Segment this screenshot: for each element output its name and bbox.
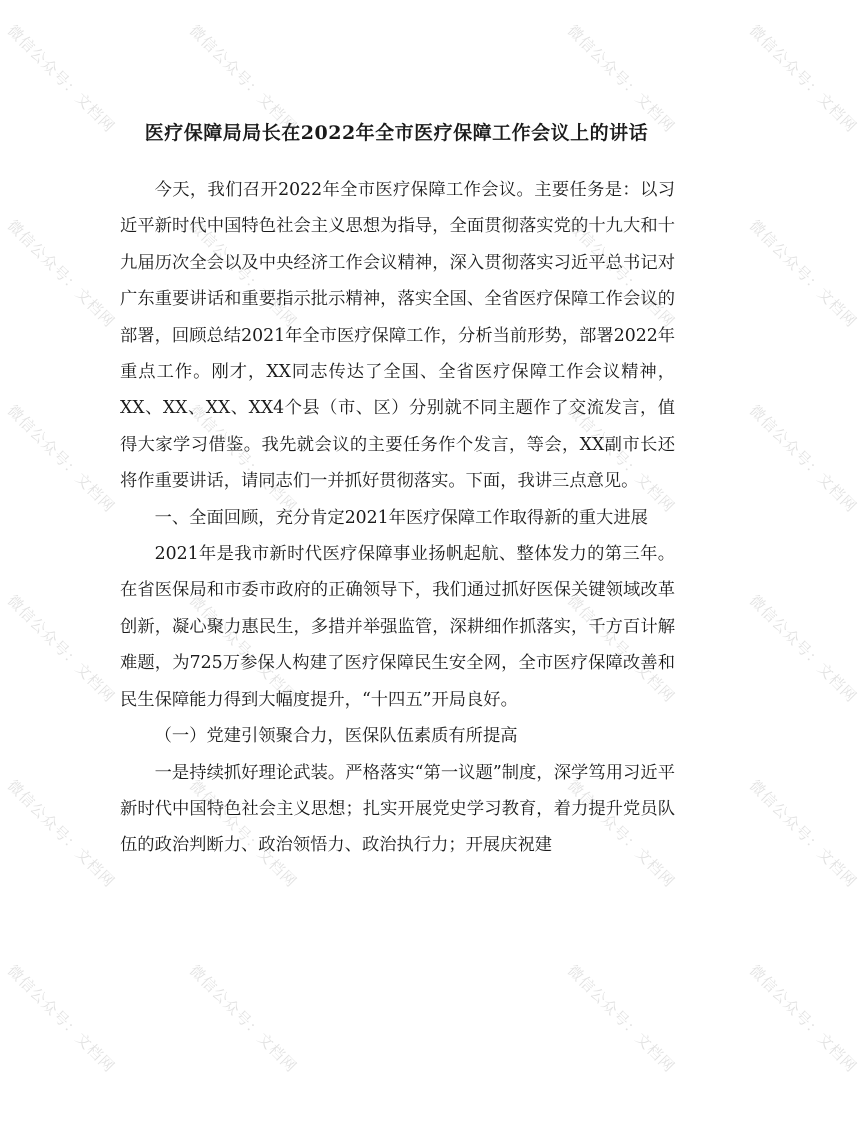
paragraph-intro: 今天，我们召开2022年全市医疗保障工作会议。主要任务是：以习近平新时代中国特色社会主义思想为指导，全面贯彻落实党的十九大和十九届历次全会以及中央经济工作会议精神，深入贯彻落实习近平总书记对广东重要讲话和重要指示批示精神，落实全国、全省医疗保障工作会议的部署，回顾总结2021年全市医疗保障工作，分析当前形势，部署2022年重点工作。刚才，XX同志传达了全国、全省医疗保障工作会议精神，XX、XX、XX、XX4个县（市、区）分别就不同主题作了交流发言，值得大家学习借鉴。我先就会议的主要任务作个发言，等会，XX副市长还将作重要讲话，请同志们一并抓好贯彻落实。下面，我讲三点意见。: [120, 180, 675, 492]
watermark: 微信公众号：文档网: [185, 776, 301, 891]
watermark: 微信公众号：文档网: [745, 591, 861, 706]
watermark: 微信公众号：文档网: [563, 776, 679, 891]
watermark: 微信公众号：文档网: [563, 216, 679, 331]
watermark: 微信公众号：文档网: [3, 776, 119, 891]
document-title: 医疗保障局局长在2022年全市医疗保障工作会议上的讲话: [144, 122, 649, 144]
watermark: 微信公众号：文档网: [3, 216, 119, 331]
watermark: 微信公众号：文档网: [3, 591, 119, 706]
subsection-heading-1: （一）党建引领聚合力，医保队伍素质有所提高: [154, 726, 518, 747]
watermark: 微信公众号：文档网: [185, 401, 301, 516]
watermark: 微信公众号：文档网: [3, 961, 119, 1076]
section-heading-1: 一、全面回顾，充分肯定2021年医疗保障工作取得新的重大进展: [154, 507, 648, 528]
paragraph-review: 2021年是我市新时代医疗保障事业扬帆起航、整体发力的第三年。在省医保局和市委市政府的正确领导下，我们通过抓好医保关键领域改革创新，凝心聚力惠民生，多措并举强监管，深耕细作抓落实，千方百计解难题，为725万参保人构建了医疗保障民生安全网，全市医疗保障改善和民生保障能力得到大幅度提升，“十四五”开局良好。: [120, 544, 675, 710]
watermark: 微信公众号：文档网: [3, 21, 119, 136]
watermark: 微信公众号：文档网: [745, 776, 861, 891]
watermark: 微信公众号：文档网: [185, 591, 301, 706]
watermark: 微信公众号：文档网: [745, 216, 861, 331]
watermark: 微信公众号：文档网: [185, 21, 301, 136]
document-body: [120, 172, 675, 864]
watermark: 微信公众号：文档网: [745, 401, 861, 516]
watermark: 微信公众号：文档网: [563, 961, 679, 1076]
watermark: 微信公众号：文档网: [745, 961, 861, 1076]
watermark: 微信公众号：文档网: [185, 961, 301, 1076]
watermark: 微信公众号：文档网: [563, 21, 679, 136]
watermark: 微信公众号：文档网: [3, 401, 119, 516]
watermark: 微信公众号：文档网: [745, 21, 861, 136]
watermark: 微信公众号：文档网: [563, 591, 679, 706]
paragraph-theory: 一是持续抓好理论武装。严格落实“第一议题”制度，深学笃用习近平新时代中国特色社会主义思想；扎实开展党史学习教育，着力提升党员队伍的政治判断力、政治领悟力、政治执行力；开展庆祝建: [120, 762, 675, 856]
watermark: 微信公众号：文档网: [563, 401, 679, 516]
watermark: 微信公众号：文档网: [185, 216, 301, 331]
